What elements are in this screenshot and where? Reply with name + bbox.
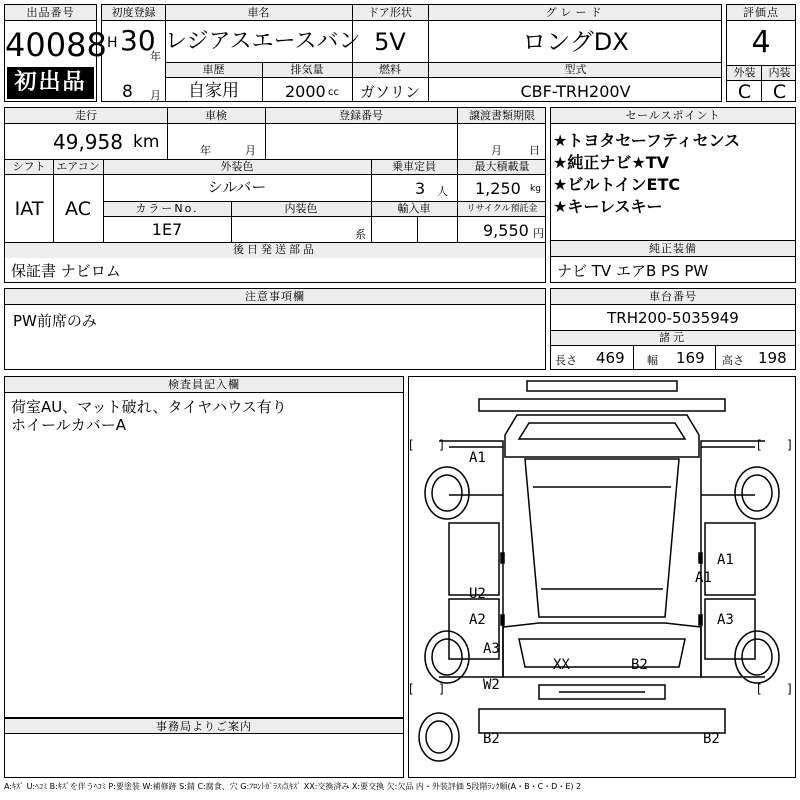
listing-header: 出品番号 [5, 5, 96, 21]
exterior-grade-header: 外装 [733, 66, 756, 79]
fuel: ガソリン [359, 83, 420, 101]
displacement-unit: cc [328, 87, 339, 98]
notes-box [4, 288, 546, 370]
sales-point-1: ★トヨタセーフティセンス [553, 131, 741, 150]
vehicle-name: レジアスエースバン [165, 29, 361, 54]
damage-mark-a3-right: A3 [717, 612, 734, 628]
svg-text:[: [ [409, 438, 414, 452]
inspection-year-unit: 年 [200, 144, 211, 157]
recycle-unit: 円 [533, 227, 544, 240]
svg-text:[: [ [409, 682, 414, 696]
fuel-header: 燃料 [379, 63, 401, 76]
vehicle-info-grid [101, 4, 722, 102]
interior-grade-header: 内装 [768, 66, 791, 79]
inspector-box [4, 376, 404, 718]
ac-value: AC [65, 198, 91, 220]
capacity-value: 3 [415, 179, 426, 198]
load-unit: kg [530, 184, 541, 194]
car-diagram [408, 376, 796, 778]
inspection-month-unit: 月 [245, 144, 256, 157]
score-header: 評価点 [727, 5, 795, 21]
score-value: 4 [751, 25, 771, 60]
shift-value: IAT [14, 198, 44, 220]
capacity-header: 乗車定員 [392, 160, 436, 173]
width-label: 幅 [647, 354, 658, 367]
exterior-grade: C [737, 81, 752, 103]
registration-number-header: 登録番号 [339, 109, 383, 122]
equipment-value: ナビ TV エアB PS PW [557, 262, 709, 280]
color-no-header: カラーNo. [135, 202, 199, 215]
transfer-month-unit: 月 [491, 144, 502, 157]
svg-text:]: ] [439, 682, 444, 696]
office-header: 事務局よりご案内 [5, 718, 403, 734]
damage-mark-xx: XX [553, 657, 570, 673]
shift-header: シフト [12, 160, 46, 173]
color-value: シルバー [207, 178, 267, 196]
grade: ロングDX [522, 28, 629, 56]
equipment-header: 純正装備 [551, 241, 795, 257]
transfer-day-unit: 日 [529, 144, 540, 157]
office-box [4, 718, 404, 778]
interior-grade: C [772, 81, 787, 103]
interior-color-header: 内装色 [284, 202, 318, 215]
mileage-unit: km [133, 132, 160, 152]
height-label: 高さ [722, 354, 744, 367]
registration-header: 初度登録 [111, 6, 156, 19]
damage-mark-a1-right: A1 [717, 552, 734, 568]
damage-mark-a2: A2 [469, 612, 486, 628]
damage-mark-w2: W2 [483, 677, 500, 693]
import-header: 輸入車 [397, 202, 431, 215]
inspection-header: 車検 [205, 109, 227, 122]
length-label: 長さ [555, 354, 577, 367]
dimensions-header: 諸元 [659, 331, 687, 344]
equipment-box [550, 241, 796, 283]
sales-point-2: ★純正ナビ★TV [553, 153, 669, 172]
sales-points-box [550, 107, 796, 241]
recycle-value: 9,550 [483, 221, 529, 240]
displacement-header: 排気量 [290, 63, 324, 76]
parts-value: 保証書 ナビロム [11, 262, 121, 280]
chassis-value: TRH200-5035949 [607, 309, 739, 327]
chassis-box [550, 288, 796, 370]
damage-mark-b2-center: B2 [631, 657, 648, 673]
inspector-line-2: ホイールカバーA [11, 416, 126, 434]
inspector-line-1: 荷室AU、マット破れ、タイヤハウス有り [11, 398, 287, 416]
interior-color-unit: 系 [355, 228, 366, 241]
model: CBF-TRH200V [520, 82, 631, 101]
length-value: 469 [596, 349, 625, 367]
damage-mark-b2-left: B2 [483, 731, 500, 747]
listing-box [4, 4, 107, 102]
inspector-header: 検査員記入欄 [5, 377, 403, 393]
registration-year-unit: 年 [150, 50, 161, 63]
registration-era: H [107, 35, 118, 51]
first-listing-badge: 初出品 [7, 67, 94, 99]
svg-text:]: ] [439, 438, 444, 452]
damage-mark-a1-top: A1 [469, 450, 486, 466]
chassis-header: 車台番号 [551, 289, 795, 305]
damage-mark-a3-left: A3 [483, 641, 500, 657]
svg-text:]: ] [787, 438, 792, 452]
height-value: 198 [758, 349, 787, 367]
car-outline-diagram [409, 377, 795, 777]
door-type: 5V [374, 28, 406, 56]
sales-points-header: セールスポイント [551, 108, 795, 124]
doors-header: ドア形状 [368, 6, 412, 19]
notes-header: 注意事項欄 [5, 289, 545, 305]
score-box [726, 4, 796, 102]
ac-header: エアコン [56, 160, 100, 173]
mileage-header: 走行 [75, 109, 97, 122]
vehicle-history: 自家用 [188, 81, 239, 101]
sales-point-3: ★ビルトインETC [553, 175, 681, 194]
capacity-unit: 人 [437, 185, 448, 198]
parts-header: 後日発送部品 [233, 243, 317, 256]
parts-box [4, 257, 546, 283]
listing-number: 40088 [5, 26, 107, 64]
width-value: 169 [676, 349, 705, 367]
registration-month: 8 [122, 82, 133, 102]
mileage-value: 49,958 [53, 130, 123, 154]
svg-text:[: [ [757, 682, 762, 696]
svg-text:]: ] [787, 682, 792, 696]
damage-mark-b2-right: B2 [703, 731, 720, 747]
details-grid [4, 107, 546, 258]
damage-mark-u2: U2 [469, 586, 486, 602]
registration-year: 30 [120, 24, 156, 57]
color-header: 外装色 [220, 160, 254, 173]
damage-mark-a1-center: A1 [695, 570, 712, 586]
transfer-docs-header: 譲渡書類期限 [469, 109, 535, 122]
load-value: 1,250 [475, 179, 521, 198]
sales-point-4: ★キーレスキー [553, 197, 663, 216]
grade-header: グレード [545, 6, 606, 19]
recycle-header: リサイクル預託金 [466, 204, 538, 214]
color-no-value: 1E7 [151, 220, 183, 239]
svg-text:[: [ [757, 438, 762, 452]
model-header: 型式 [564, 63, 587, 76]
notes-value: PW前席のみ [13, 312, 97, 330]
registration-month-unit: 月 [150, 89, 161, 102]
name-header: 車名 [247, 6, 270, 19]
history-header: 車歴 [202, 63, 225, 76]
displacement: 2000 [285, 82, 326, 101]
load-header: 最大積載量 [474, 160, 530, 173]
legend-footer: A:ｷｽﾞ U:ﾍｺﾐ B:ｷｽﾞを伴うﾍｺﾐ P:要塗装 W:補修跡 S:錆 C:腐食、穴 G:ﾌﾛﾝﾄｶﾞﾗｽ点ｷｽﾞ XX:交換済み X:要交換 欠:欠品 内・外装評価 5段階ﾗﾝｸ順(A・B・C・D・E) 2 [4, 782, 582, 791]
